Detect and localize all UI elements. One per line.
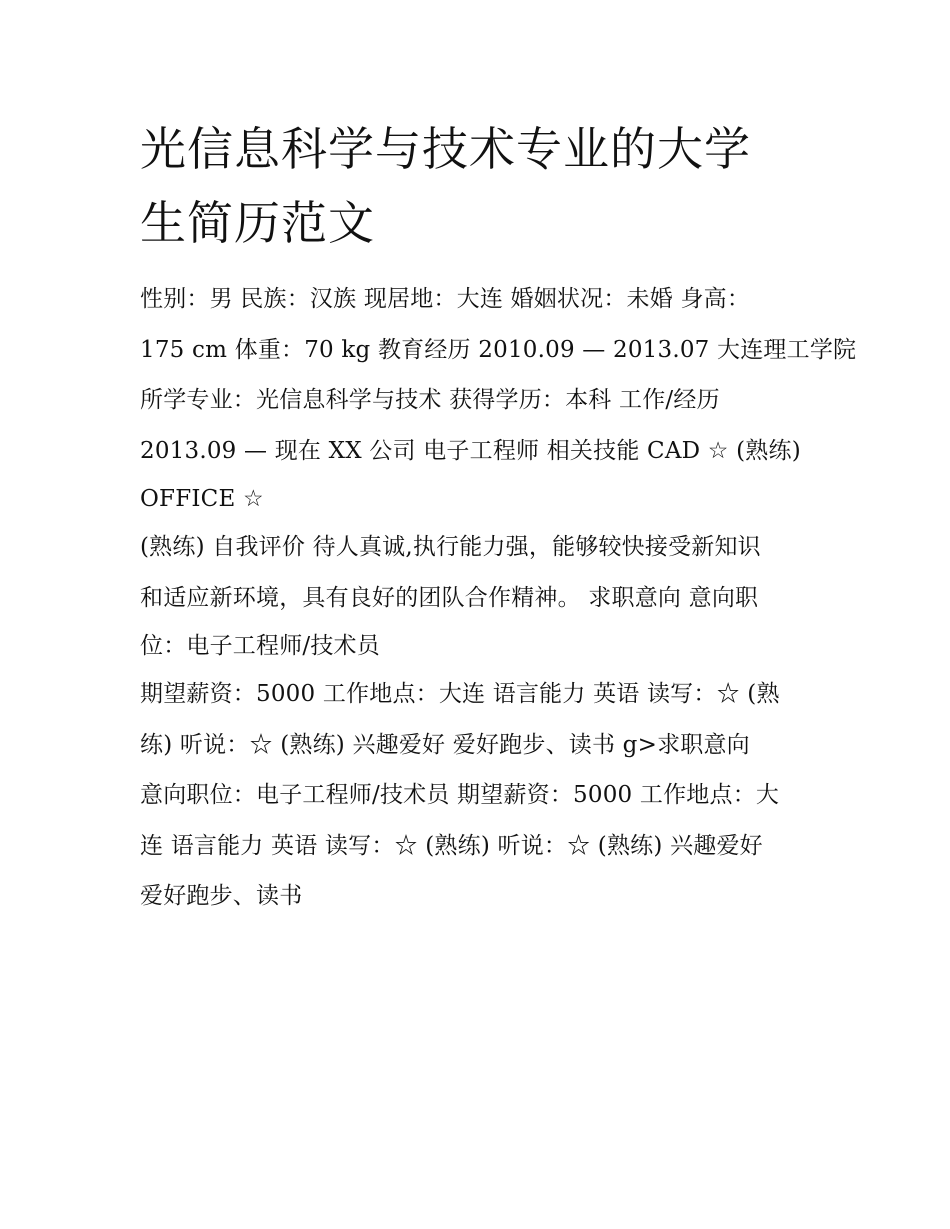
body-line-3: 所学专业：光信息科学与技术 获得学历：本科 工作/经历 [140,387,720,413]
body-line-6: (熟练) 自我评价 待人真诚,执行能力强，能够较快接受新知识 [140,534,761,560]
body-line-10: 练) 听说：☆ (熟练) 兴趣爱好 爱好跑步、读书 g>求职意向 [140,731,750,758]
body-line-13: 爱好跑步、读书 [140,883,303,909]
body-line-4: 2013.09 — 现在 XX 公司 电子工程师 相关技能 CAD ☆ (熟练) [140,437,801,464]
body-line-1: 性别：男 民族：汉族 现居地：大连 婚姻状况：未婚 身高： [140,286,751,312]
body-line-5: OFFICE ☆ [140,486,264,512]
title-line-2: 生简历范文 [140,196,375,250]
body-line-7: 和适应新环境，具有良好的团队合作精神。 求职意向 意向职 [140,584,759,611]
document-title [140,112,820,260]
body-line-9: 期望薪资：5000 工作地点：大连 语言能力 英语 读写：☆ (熟 [140,681,780,707]
body-line-12: 连 语言能力 英语 读写：☆ (熟练) 听说：☆ (熟练) 兴趣爱好 [140,832,763,859]
title-line-1: 光信息科学与技术专业的大学 [140,122,751,176]
body-line-11: 意向职位：电子工程师/技术员 期望薪资：5000 工作地点：大 [140,782,780,808]
body-line-2: 175 cm 体重：70 kg 教育经历 2010.09 — 2013.07 大连理工学院 [140,336,857,363]
resume-body [140,274,857,922]
body-line-8: 位：电子工程师/技术员 [140,633,380,659]
